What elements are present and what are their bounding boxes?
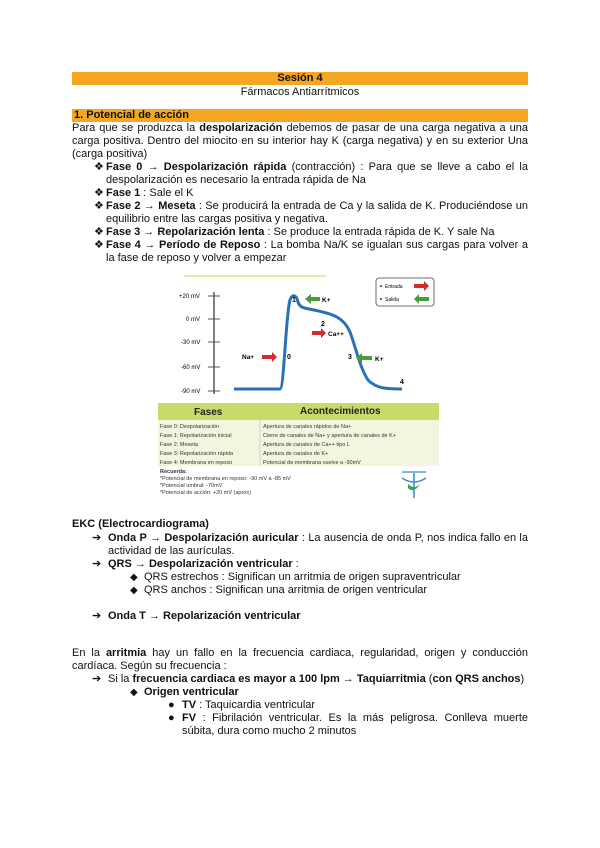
table-cell: Apertura de canales de Ca++ tipo L: [263, 442, 350, 448]
y-label: 0 mV: [186, 317, 201, 323]
table-cell: Fase 0: Despolarización: [160, 424, 220, 430]
ion-label: K+: [375, 356, 384, 363]
list-item: ◆ QRS anchos : Significan una arritmia de origen ventricular: [130, 584, 428, 596]
diamond-bullet-icon: ❖: [94, 187, 104, 199]
arritmia-paragraph: En la arritmia hay un fallo en la frecuencia cardiaca, regularidad, origen y conducción cardíaca. Según su frecuencia :: [72, 647, 528, 672]
list-item: ◆ Origen ventricular: [130, 686, 239, 698]
list-item: ❖ Fase 4 → Período de Reposo : La bomba Na/K se igualan sus cargas para volver a la fase de reposo y volver a empezar: [94, 239, 529, 264]
list-item: ● FV : Fibrilación ventricular. Es la más peligrosa. Conlleva muerte súbita, dura como mucho 2 minutos: [168, 712, 528, 737]
ion-label: Na+: [242, 354, 255, 361]
events-table: [158, 403, 439, 498]
table-cell: Fase 4: Membrana en reposo: [160, 460, 233, 466]
phase-number: 0: [287, 354, 291, 361]
arritmia-section: [72, 647, 528, 738]
list-item: ● TV : Taquicardia ventricular: [168, 699, 316, 711]
table-cell: Potencial de membrana vuelve a -90mV: [263, 460, 361, 466]
list-item: ❖ Fase 2 → Meseta : Se producirá la entrada de Ca y la salida de K. Produciéndose un equilibrio entre las cargas positiva y negativa.: [94, 200, 529, 225]
y-label: -30 mV: [181, 340, 201, 346]
diamond-bullet-icon: ❖: [94, 226, 104, 238]
phase-number: 1: [292, 297, 296, 304]
list-item: ❖ Fase 0 → Despolarización rápida (contracción) : Para que se lleve a cabo el la despolarización es necesario la entrada rápida de Na: [94, 161, 528, 186]
table-cell: Fase 1: Repolarización inicial: [160, 433, 232, 439]
page-content: [72, 72, 528, 265]
ekc-list: [72, 532, 528, 623]
y-label: -90 mV: [181, 389, 201, 395]
diamond-bullet-icon: ❖: [94, 161, 104, 173]
list-item: ◆ QRS estrechos : Significan un arritmia de origen supraventricular: [130, 571, 461, 583]
list-item: ❖ Fase 3 → Repolarización lenta : Se produce la entrada rápida de K. Y sale Na: [94, 226, 495, 238]
table-header-acontecimientos: Acontecimientos: [300, 406, 381, 417]
legend-entrada: Entrada: [385, 284, 403, 290]
ion-label: K+: [322, 297, 331, 304]
table-note: *Potencial de membrana en reposo: -90 mV a -85 mV: [160, 476, 291, 482]
red-entry-arrow-icon: [262, 352, 277, 362]
action-potential-figure: [84, 272, 444, 500]
list-item: ➔ QRS → Despolarización ventricular :: [92, 558, 299, 570]
diamond-bullet-icon: ◆: [130, 585, 138, 596]
table-cell: Apertura de canales rápidos de Na+: [263, 424, 352, 430]
table-cell: Fase 2: Meseta: [160, 442, 198, 448]
dot-bullet-icon: ●: [168, 699, 175, 711]
list-item: ➔ Onda T → Repolarización ventricular: [92, 610, 301, 622]
phase-number: 3: [348, 354, 352, 361]
action-potential-curve: [234, 296, 402, 389]
session-title: Sesión 4: [72, 72, 528, 85]
ion-label: Ca++: [328, 331, 344, 338]
diamond-bullet-icon: ❖: [94, 200, 104, 212]
arrow-bullet-icon: ➔: [92, 610, 102, 622]
table-header-fases: Fases: [194, 407, 223, 418]
y-label: -60 mV: [181, 365, 201, 371]
phase-number: 4: [400, 379, 404, 386]
table-cell: Cierre de canales de Na+ y apertura de canales de K+: [263, 433, 396, 439]
green-exit-arrow-icon: [305, 294, 320, 304]
table-cell: Apertura de canales de K+: [263, 451, 329, 457]
intro-paragraph: Para que se produzca la despolarización debemos de pasar de una carga negativa a una carga positiva. Dentro del miocito en su interior hay K (carga negativa) y en su exterior Una (carga positiva): [72, 122, 528, 160]
list-item: ➔ Onda P → Despolarización auricular : La ausencia de onda P, nos indica fallo en la actividad de las aurículas.: [92, 532, 528, 557]
arrow-bullet-icon: ➔: [92, 532, 102, 544]
diamond-bullet-icon: ❖: [94, 239, 104, 251]
table-notes-title: Recuerda:: [160, 469, 187, 475]
phase-number: 2: [321, 321, 325, 328]
arrow-bullet-icon: ➔: [92, 673, 102, 685]
red-entry-arrow-icon: [312, 328, 326, 338]
caduceus-logo-icon: [402, 471, 426, 498]
diamond-bullet-icon: ◆: [130, 572, 138, 583]
figure-legend: [376, 278, 434, 306]
session-subtitle: Fármacos Antiarrítmicos: [240, 86, 360, 98]
dot-bullet-icon: ●: [168, 712, 175, 724]
section-heading: 1. Potencial de acción: [72, 109, 528, 122]
phase-list: [72, 161, 528, 265]
y-label: +20 mV: [179, 294, 200, 300]
table-cell: Fase 3: Repolarización rápida: [160, 451, 234, 457]
table-note: *Potencial de acción: +20 mV (aprox): [160, 490, 251, 496]
list-item: ➔ Si la frecuencia cardiaca es mayor a 100 lpm → Taquiarritmia (con QRS anchos): [92, 673, 525, 685]
ekc-title: EKC (Electrocardiograma): [72, 518, 209, 530]
table-note: *Potencial umbral: -70mV: [160, 483, 223, 489]
list-item: ❖ Fase 1 : Sale el K: [94, 187, 194, 199]
arrow-bullet-icon: ➔: [92, 558, 102, 570]
diamond-bullet-icon: ◆: [130, 687, 138, 698]
legend-salida: Salida: [385, 297, 399, 303]
